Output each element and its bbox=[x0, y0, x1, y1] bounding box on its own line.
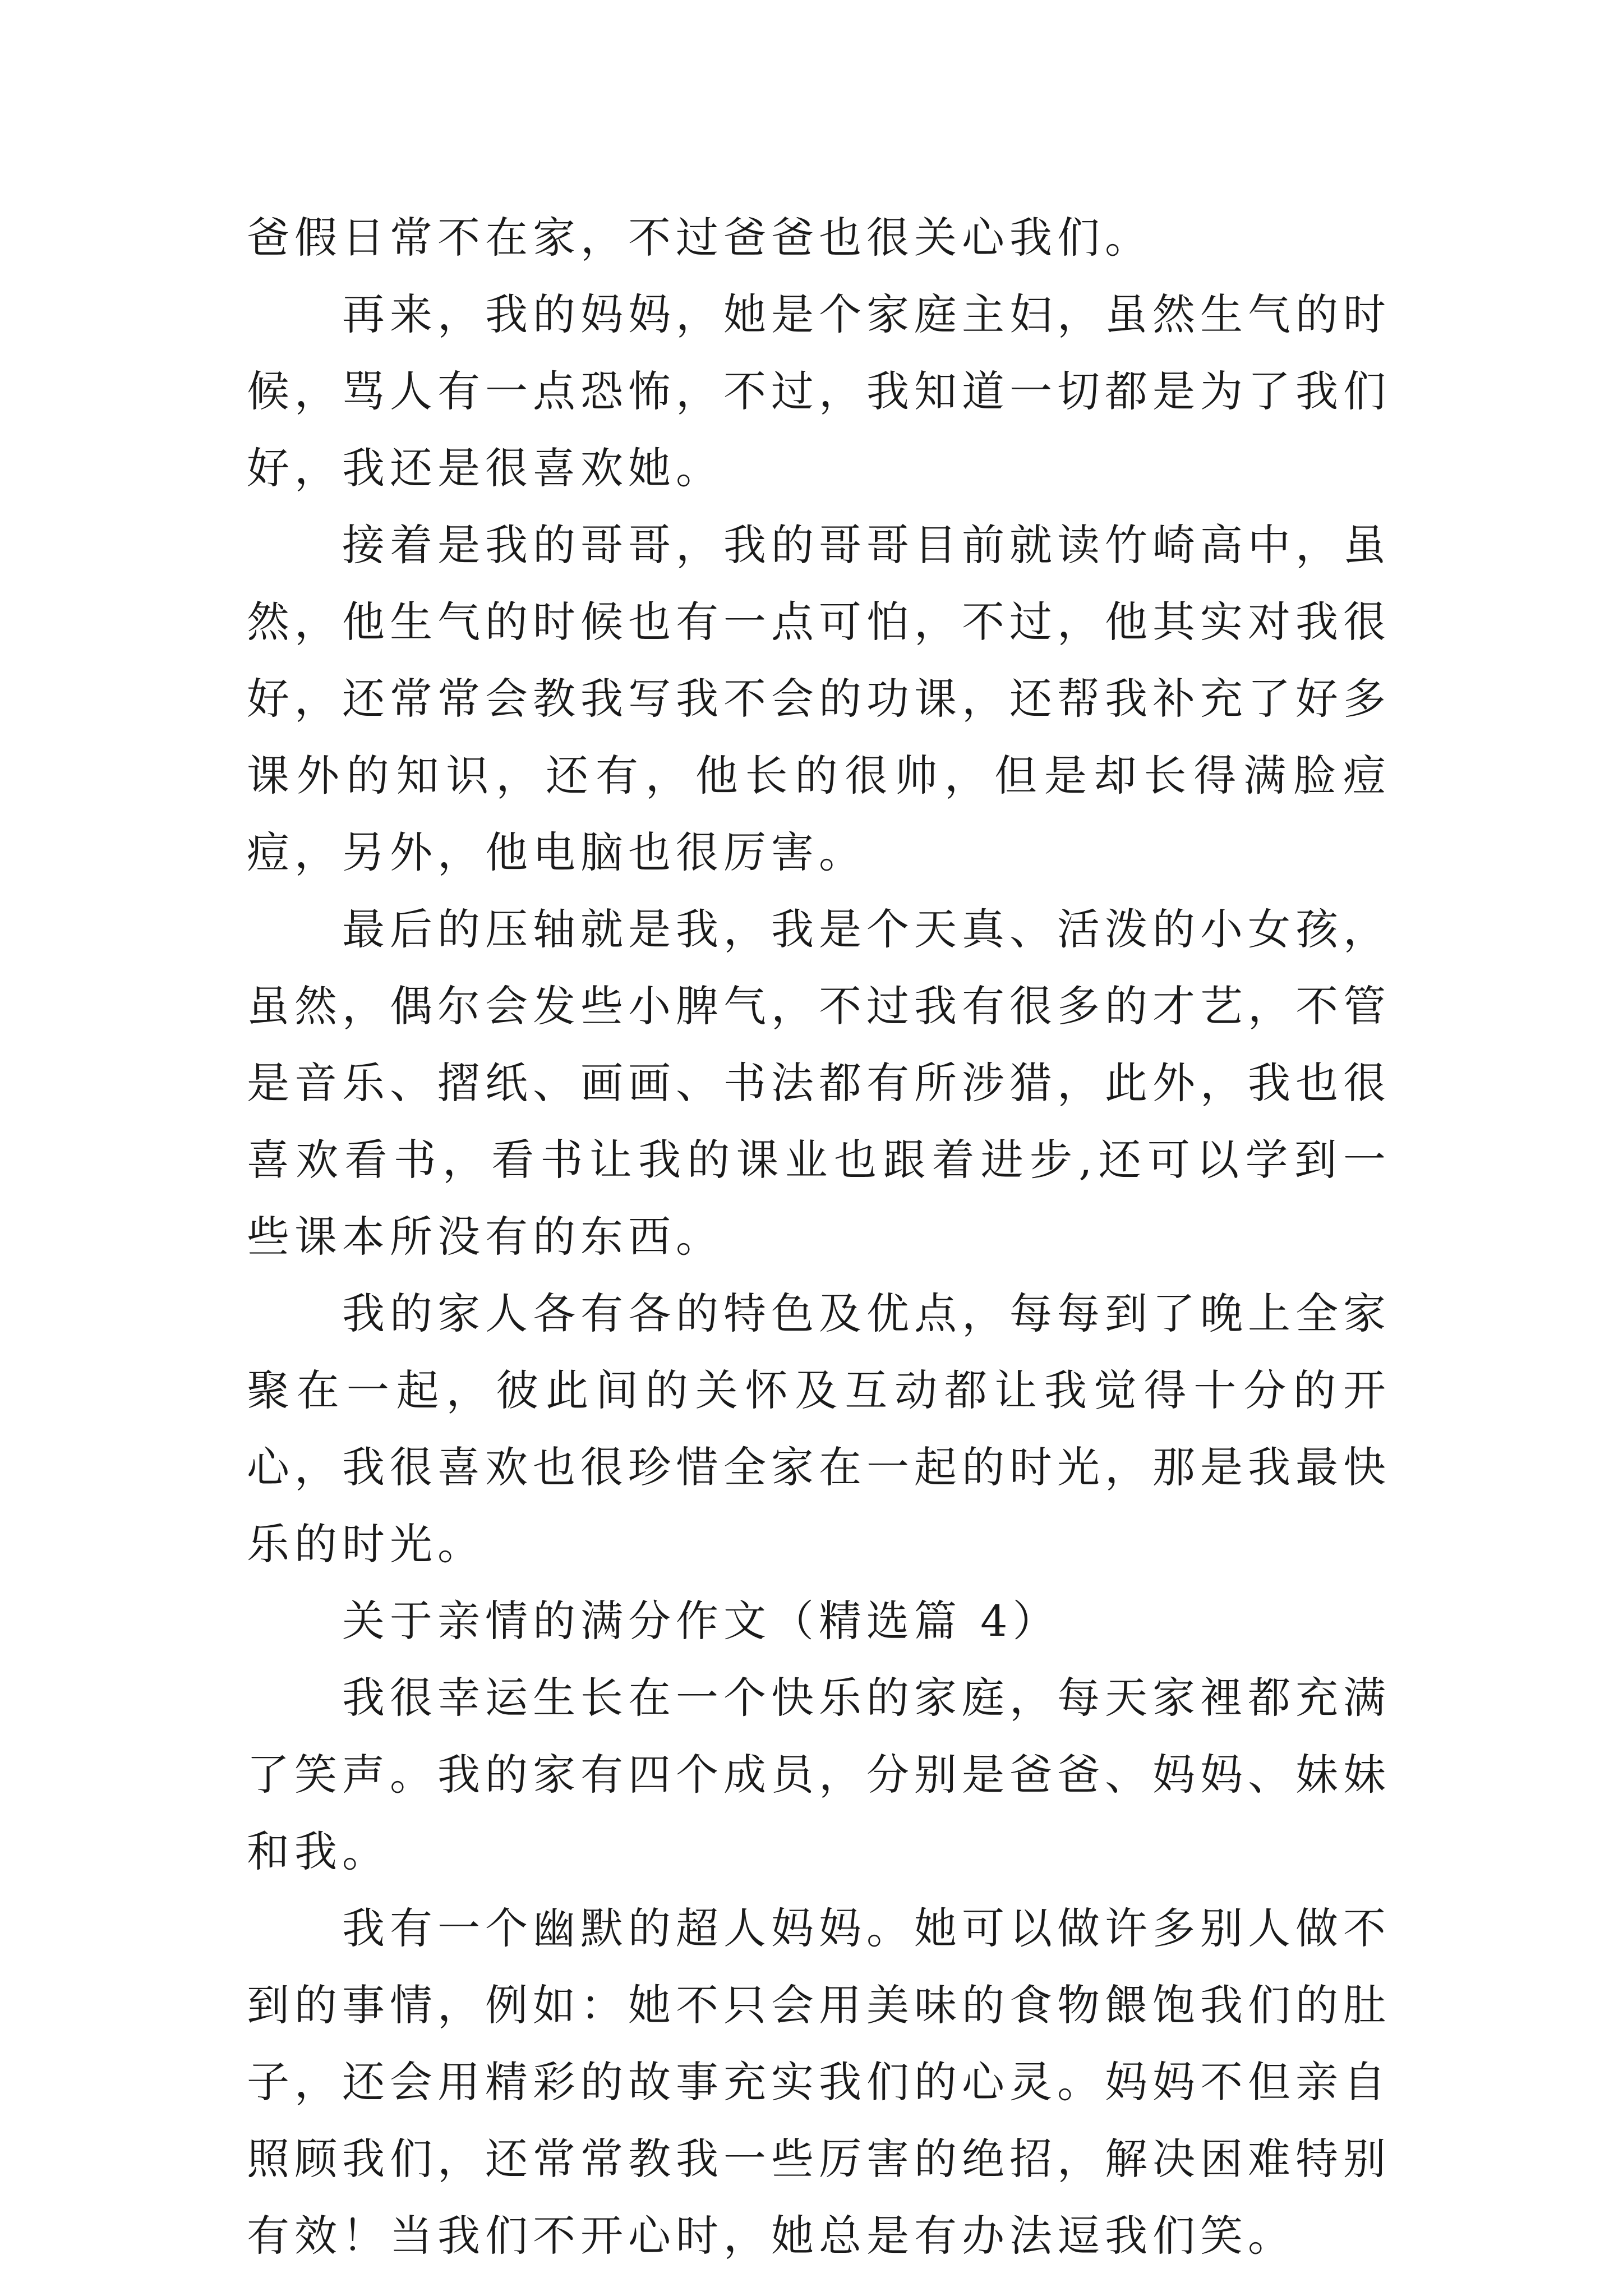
paragraph-7: 我有一个幽默的超人妈妈。她可以做许多别人做不到的事情，例如：她不只会用美味的食物餵饱我们的肚子，还会用精彩的故事充实我们的心灵。妈妈不但亲自照顾我们，还常常教我一些厉害的绝招，解决困难特别有效！当我们不开心时，她总是有办法逗我们笑。 bbox=[247, 1903, 1391, 2261]
paragraph-2: 再来，我的妈妈，她是个家庭主妇，虽然生气的时候，骂人有一点恐怖，不过，我知道一切都是为了我们好，我还是很喜欢她。 bbox=[247, 289, 1391, 493]
paragraph-4: 最后的压轴就是我，我是个天真、活泼的小女孩，虽然，偶尔会发些小脾气，不过我有很多的才艺，不管是音乐、摺纸、画画、书法都有所涉猎，此外，我也很喜欢看书，看书让我的课业也跟着进步,还可以学到一些课本所没有的东西。 bbox=[247, 904, 1391, 1262]
paragraph-5: 我的家人各有各的特色及优点，每每到了晚上全家聚在一起，彼此间的关怀及互动都让我觉得十分的开心，我很喜欢也很珍惜全家在一起的时光，那是我最快乐的时光。 bbox=[247, 1289, 1391, 1569]
section-heading: 关于亲情的满分作文（精选篇 4） bbox=[342, 1596, 1061, 1646]
document-body bbox=[247, 199, 1391, 2274]
paragraph-3: 接着是我的哥哥，我的哥哥目前就读竹崎高中，虽然，他生气的时候也有一点可怕，不过，他其实对我很好，还常常会教我写我不会的功课，还帮我补充了好多课外的知识，还有，他长的很帅，但是却长得满脸痘痘，另外，他电脑也很厉害。 bbox=[247, 520, 1391, 877]
paragraph-1: 爸假日常不在家，不过爸爸也很关心我们。 bbox=[247, 213, 1152, 263]
paragraph-6: 我很幸运生长在一个快乐的家庭，每天家裡都充满了笑声。我的家有四个成员，分别是爸爸、妈妈、妹妹和我。 bbox=[247, 1673, 1391, 1876]
